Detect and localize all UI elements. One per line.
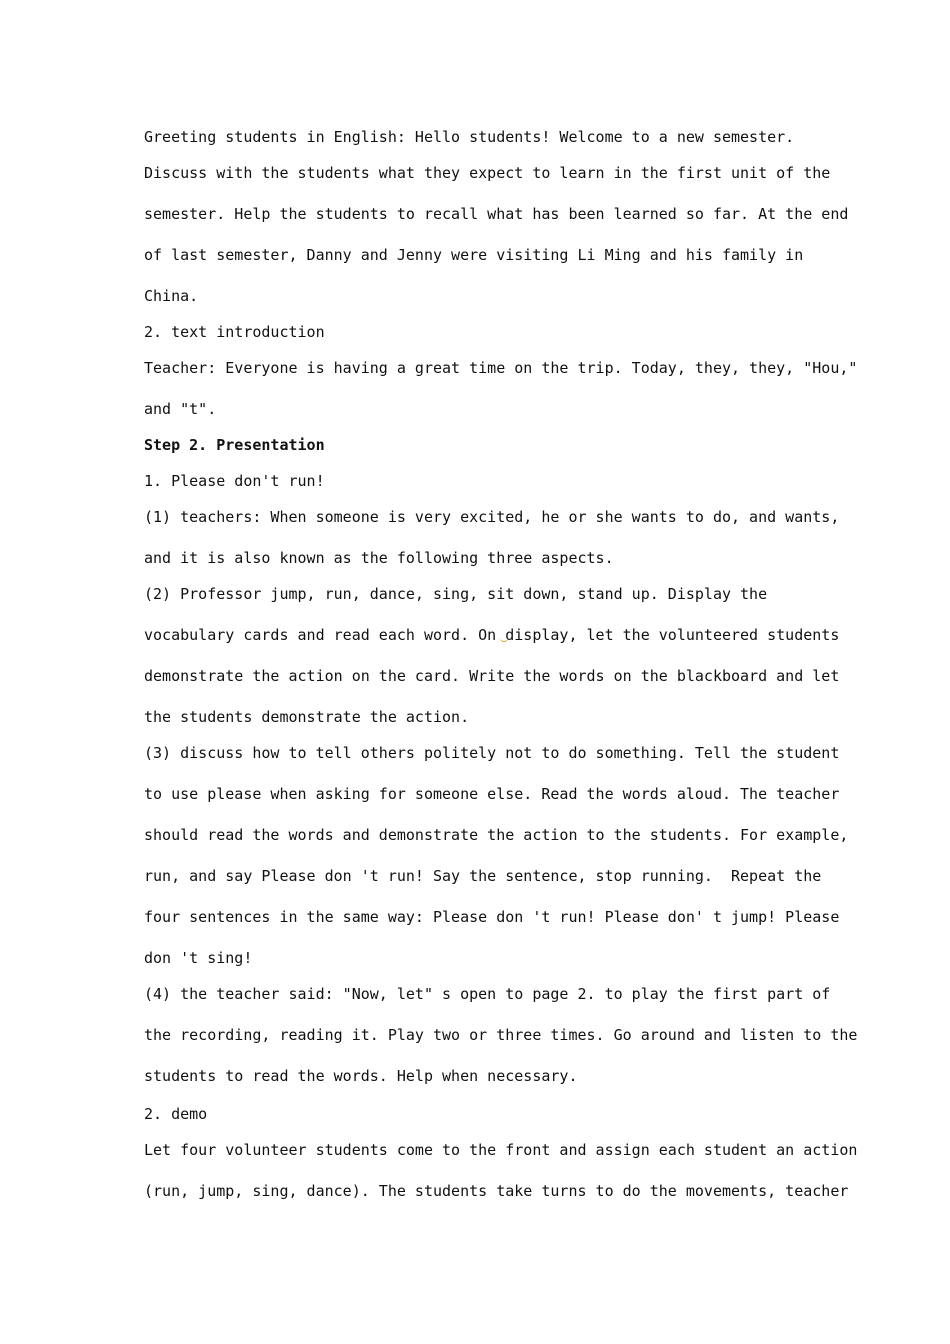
text-line: don 't sing!: [144, 949, 253, 967]
text-line: and it is also known as the following three aspects.: [144, 549, 614, 567]
text-line: demonstrate the action on the card. Write the words on the blackboard and let: [144, 667, 840, 685]
text-line: to use please when asking for someone else. Read the words aloud. The teacher: [144, 785, 840, 803]
text-line: (3) discuss how to tell others politely not to do something. Tell the student: [144, 744, 840, 762]
text-line: the recording, reading it. Play two or three times. Go around and listen to the: [144, 1026, 858, 1044]
text-line: 2. text introduction: [144, 323, 325, 341]
text-line: (1) teachers: When someone is very excited, he or she wants to do, and wants,: [144, 508, 840, 526]
text-line: Teacher: Everyone is having a great time on the trip. Today, they, they, "Hou,": [144, 359, 858, 377]
text-line: of last semester, Danny and Jenny were visiting Li Ming and his family in: [144, 246, 804, 264]
text-line: (run, jump, sing, dance). The students take turns to do the movements, teacher: [144, 1182, 849, 1200]
text-line: China.: [144, 287, 199, 305]
text-line: vocabulary cards and read each word. On display, let the volunteered students: [144, 626, 840, 644]
text-line: semester. Help the students to recall what has been learned so far. At the end: [144, 205, 849, 223]
text-line: and "t".: [144, 400, 217, 418]
text-line: Discuss with the students what they expect to learn in the first unit of the: [144, 164, 831, 182]
text-line: should read the words and demonstrate the action to the students. For example,: [144, 826, 849, 844]
text-line: Let four volunteer students come to the front and assign each student an action: [144, 1141, 858, 1159]
text-line: four sentences in the same way: Please don 't run! Please don' t jump! Please: [144, 908, 840, 926]
text-line: run, and say Please don 't run! Say the sentence, stop running. Repeat the: [144, 867, 822, 885]
text-line: the students demonstrate the action.: [144, 708, 470, 726]
text-line: students to read the words. Help when necessary.: [144, 1067, 578, 1085]
text-line: (2) Professor jump, run, dance, sing, sit down, stand up. Display the: [144, 585, 768, 603]
section-heading: Step 2. Presentation: [144, 436, 325, 454]
text-line: 1. Please don't run!: [144, 472, 325, 490]
text-line: 2. demo: [144, 1105, 208, 1123]
text-line: Greeting students in English: Hello students! Welcome to a new semester.: [144, 128, 795, 146]
text-line: (4) the teacher said: "Now, let" s open to page 2. to play the first part of: [144, 985, 831, 1003]
